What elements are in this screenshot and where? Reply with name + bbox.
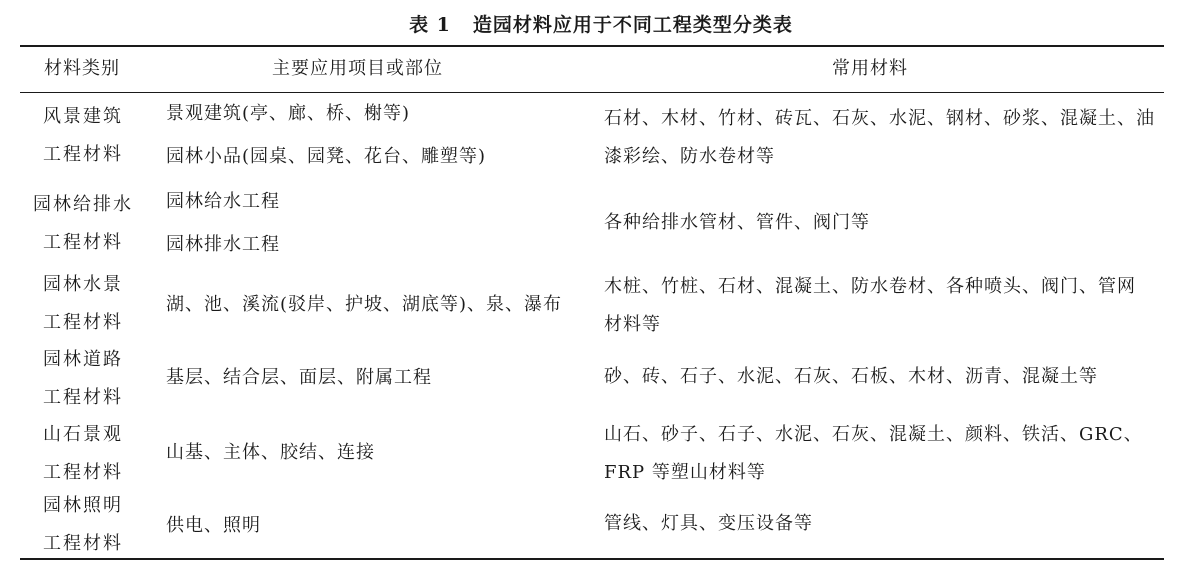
row-5-category-line-1: 山石景观 [43, 424, 123, 445]
row-1-project-1: 景观建筑(亭、廊、桥、榭等) [166, 103, 411, 124]
row-3-category [30, 266, 136, 342]
row-2-materials-line-1: 各种给排水管材、管件、阀门等 [604, 212, 870, 233]
caption-number: 表 1 [409, 14, 451, 36]
top-rule [20, 45, 1164, 47]
row-6-materials [604, 505, 813, 543]
row-5-category-line-2: 工程材料 [43, 462, 123, 483]
row-3-projects [166, 283, 562, 326]
row-4-materials [604, 358, 1098, 396]
row-5-category [30, 416, 136, 492]
row-1-category-line-2: 工程材料 [43, 144, 123, 165]
row-3-materials-line-2: 材料等 [604, 314, 661, 335]
row-5-project-1: 山基、主体、胶结、连接 [166, 442, 375, 463]
row-2-projects [166, 180, 280, 266]
row-2-category [30, 186, 136, 262]
row-5-materials-line-2: FRP 等塑山材料等 [604, 462, 766, 483]
row-4-category-line-1: 园林道路 [43, 349, 123, 370]
header-category: 材料类别 [44, 58, 120, 79]
row-4-materials-line-1: 砂、砖、石子、水泥、石灰、石板、木材、沥青、混凝土等 [604, 366, 1098, 387]
row-4-category [30, 341, 136, 417]
table-caption [0, 10, 1202, 37]
caption-title: 造园材料应用于不同工程类型分类表 [472, 14, 793, 36]
row-6-category-line-2: 工程材料 [43, 533, 123, 554]
row-1-projects [166, 92, 486, 178]
row-1-project-2: 园林小品(园桌、园凳、花台、雕塑等) [166, 146, 487, 167]
row-2-category-line-2: 工程材料 [43, 232, 123, 253]
row-5-materials [604, 416, 1143, 492]
row-6-category-line-1: 园林照明 [43, 495, 123, 516]
row-4-projects [166, 356, 432, 399]
row-2-project-2: 园林排水工程 [166, 234, 280, 255]
row-6-project-1: 供电、照明 [166, 515, 261, 536]
row-1-category-line-1: 风景建筑 [43, 106, 123, 127]
row-1-category [30, 98, 136, 174]
row-3-category-line-2: 工程材料 [43, 312, 123, 333]
row-3-materials [604, 268, 1136, 344]
row-5-projects [166, 431, 375, 474]
row-2-materials [604, 204, 870, 242]
row-2-category-line-1: 园林给排水 [33, 194, 133, 215]
header-materials: 常用材料 [832, 58, 908, 79]
row-6-projects [166, 504, 261, 547]
row-6-materials-line-1: 管线、灯具、变压设备等 [604, 513, 813, 534]
row-2-project-1: 园林给水工程 [166, 191, 280, 212]
row-1-materials [604, 100, 1155, 176]
row-6-category [30, 487, 136, 563]
row-4-project-1: 基层、结合层、面层、附属工程 [166, 367, 432, 388]
row-4-category-line-2: 工程材料 [43, 387, 123, 408]
row-3-materials-line-1: 木桩、竹桩、石材、混凝土、防水卷材、各种喷头、阀门、管网 [604, 276, 1136, 297]
row-1-materials-line-2: 漆彩绘、防水卷材等 [604, 146, 775, 167]
bottom-rule [20, 558, 1164, 560]
row-1-materials-line-1: 石材、木材、竹材、砖瓦、石灰、水泥、钢材、砂浆、混凝土、油 [604, 108, 1155, 129]
row-3-category-line-1: 园林水景 [43, 274, 123, 295]
header-projects: 主要应用项目或部位 [272, 58, 443, 79]
row-5-materials-line-1: 山石、砂子、石子、水泥、石灰、混凝土、颜料、铁活、GRC、 [604, 424, 1143, 445]
row-3-project-1: 湖、池、溪流(驳岸、护坡、湖底等)、泉、瀑布 [166, 294, 563, 315]
